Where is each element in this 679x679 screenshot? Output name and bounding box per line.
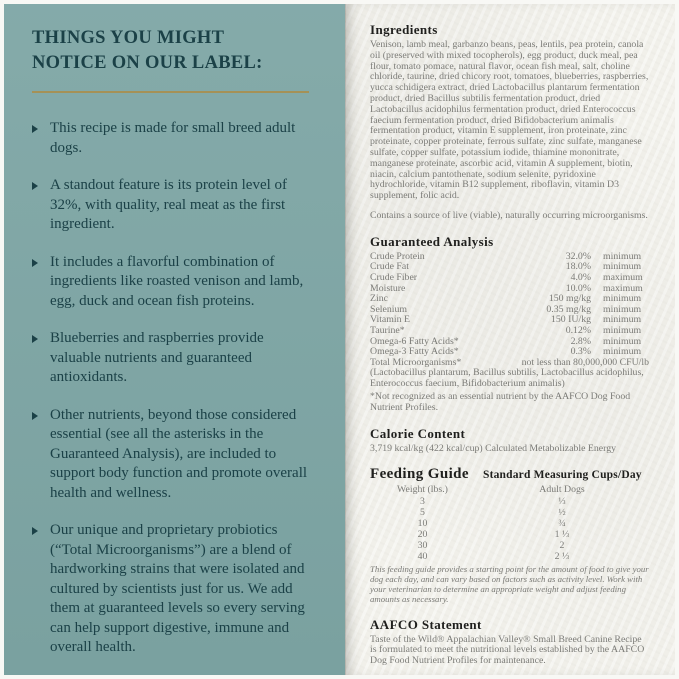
nutrient-value: 32.0% [565, 250, 591, 262]
nutrient-qualifier: minimum [603, 250, 642, 262]
nutrient-value: 0.3% [570, 346, 591, 358]
aafco-text: Taste of the Wild® Appalachian Valley® Small Breed Canine Recipe is formulated to meet the nutritional levels established by the AAFCO Dog Food Nutrient Profiles for maintenance. [370, 633, 645, 667]
nutrient-value: 0.12% [565, 324, 591, 336]
nutrient-label: Taurine* [370, 324, 405, 336]
asterisk-footnote: *Not recognized as an essential nutrient by the AAFCO Dog Food Nutrient Profiles. [370, 391, 631, 414]
list-item [32, 521, 309, 658]
page-title-line: THINGS YOU MIGHT [32, 28, 225, 48]
nutrient-label: Omega-6 Fatty Acids* [370, 335, 459, 347]
weight-value: 30 [417, 540, 428, 552]
label-callouts-panel [4, 4, 345, 675]
nutrient-label: Moisture [370, 282, 406, 294]
nutrient-qualifier: minimum [603, 314, 642, 326]
nutrient-qualifier: minimum [603, 293, 642, 305]
calorie-content-section [370, 426, 649, 455]
list-item [32, 119, 309, 158]
bullet-arrow-icon [32, 412, 38, 420]
table-row [370, 518, 649, 529]
weight-column-header: Weight (lbs.) [397, 484, 448, 496]
list-item [32, 406, 309, 504]
callout-text: Other nutrients, beyond those considered essential (see all the asterisks in the Guaranteed Analysis), are included to support body function and promote overall health and wellness. [50, 406, 308, 501]
feeding-guide-column-headers [370, 484, 649, 496]
bullet-arrow-icon [32, 125, 38, 133]
nutrient-value: 2.8% [570, 335, 591, 347]
calorie-content-text: 3,719 kcal/kg (422 kcal/cup) Calculated Metabolizable Energy [370, 442, 617, 454]
nutrient-value: 18.0% [565, 261, 591, 273]
table-row [370, 496, 649, 507]
bullet-arrow-icon [32, 182, 38, 190]
table-row [370, 507, 649, 518]
table-row [370, 326, 649, 337]
bullet-arrow-icon [32, 259, 38, 267]
nutrient-value: 0.35 mg/kg [546, 303, 591, 315]
cups-value: ½ [558, 507, 566, 519]
feeding-guide-header [370, 466, 649, 484]
nutrient-value: not less than 80,000,000 CFU/lb [521, 356, 649, 368]
nutrient-value: 4.0% [570, 271, 591, 283]
nutrient-label: Omega-3 Fatty Acids* [370, 346, 459, 358]
weight-value: 10 [417, 518, 428, 530]
callout-text: It includes a flavorful combination of ingredients like roasted venison and lamb, egg, duck and ocean fish proteins. [50, 253, 304, 309]
microorganisms-note: Contains a source of live (viable), naturally occurring microorganisms. [370, 209, 648, 221]
callout-text: Blueberries and raspberries provide valuable nutrients and guaranteed antioxidants. [50, 330, 264, 385]
nutrient-qualifier: maximum [603, 282, 643, 294]
weight-value: 20 [417, 529, 428, 541]
aafco-statement-section [370, 617, 649, 667]
nutrient-qualifier: maximum [603, 271, 643, 283]
feeding-guide-heading: Feeding Guide [370, 466, 469, 483]
page-title [32, 26, 309, 76]
table-row [370, 551, 649, 562]
list-item [32, 253, 309, 312]
ingredients-section [370, 22, 649, 222]
nutrient-label: Zinc [370, 293, 388, 305]
table-row [370, 273, 649, 284]
ingredients-text: Venison, lamb meal, garbanzo beans, peas, lentils, pea protein, canola oil (preserved with mixed tocopherols), egg product, duck meal, pea flour, tomato pomace, natural flavor, ocean fish meal, salt, choline chloride, taurine, dried chicory root, tomatoes, blueberries, raspberries, yucca schidigera extract, dried Lactobacillus plantarum fermentation product, dried Bacillus subtilis fermentation product, dried Lactobacillus acidophilus fermentation product, dried Enterococcus faecium fermentation product, dried Bifidobacterium animalis fermentation product, vitamin E supplement, iron proteinate, zinc proteinate, copper proteinate, ferrous sulfate, zinc sulfate, manganese sulfate, copper sulfate, potassium iodide, thiamine mononitrate, manganese proteinate, ascorbic acid, vitamin A supplement, biotin, niacin, calcium pantothenate, sodium selenite, pyridoxine hydrochloride, vitamin B12 supplement, riboflavin, vitamin D3 supplement, folic acid. [370, 39, 649, 202]
nutrient-label: Crude Fat [370, 261, 409, 273]
nutrient-label: Crude Protein [370, 250, 425, 262]
guaranteed-analysis-heading: Guaranteed Analysis [370, 233, 494, 249]
list-item [32, 176, 309, 235]
bullet-arrow-icon [32, 527, 38, 535]
gold-divider [32, 91, 309, 93]
nutrient-value: 150 IU/kg [550, 314, 591, 326]
bullet-arrow-icon [32, 335, 38, 343]
nutrient-label: Selenium [370, 303, 408, 315]
nutrient-qualifier: minimum [603, 335, 642, 347]
cups-value: ¾ [558, 518, 566, 530]
cups-value: 2 ⅓ [554, 551, 570, 563]
list-item [32, 329, 309, 388]
guaranteed-analysis-section [370, 234, 649, 414]
callout-text: Our unique and proprietary probiotics (“Total Microorganisms”) are a blend of hardworking strains that were isolated and cultured by scientists just for us. We add them at guaranteed levels so every serving can help support digestive, immune and overall health. [50, 522, 305, 655]
callout-text: This recipe is made for small breed adult dogs. [50, 120, 296, 156]
nutrient-label: Crude Fiber [370, 271, 418, 283]
cups-value: 1 ⅓ [554, 529, 570, 541]
cups-column-header: Adult Dogs [539, 484, 585, 496]
weight-value: 5 [420, 507, 425, 519]
weight-value: 40 [417, 551, 428, 563]
cups-value: 2 [559, 540, 565, 552]
feeding-guide-disclaimer: This feeding guide provides a starting point for the amount of food to give your dog each day, and can vary based on factors such as activity level. Work with your veterinarian to determine an appropriate weight and adjust feeding amounts as necessary. [370, 564, 649, 604]
nutrient-qualifier: minimum [603, 261, 642, 273]
table-row [370, 529, 649, 540]
table-row [370, 540, 649, 551]
nutrient-qualifier: minimum [603, 303, 642, 315]
page-title-line: NOTICE ON OUR LABEL: [32, 53, 263, 73]
feeding-guide-subheading: Standard Measuring Cups/Day [482, 469, 642, 482]
aafco-heading: AAFCO Statement [370, 616, 482, 632]
nutrient-value: 10.0% [565, 282, 591, 294]
callout-list [32, 119, 309, 658]
nutrient-qualifier: minimum [603, 324, 642, 336]
probiotic-strains-list: (Lactobacillus plantarum, Bacillus subtilis, Lactobacillus acidophilus, Enterococcus faecium, Bifidobacterium animalis) [370, 367, 644, 389]
nutrient-value: 150 mg/kg [548, 293, 591, 305]
nutrient-label: Vitamin E [370, 314, 410, 326]
ingredients-heading: Ingredients [370, 22, 438, 37]
feeding-guide-section [370, 466, 649, 604]
weight-value: 3 [420, 496, 425, 508]
nutrient-qualifier: minimum [603, 346, 642, 358]
callout-text: A standout feature is its protein level of 32%, with quality, real meat as the first ingredient. [50, 177, 288, 232]
calorie-content-heading: Calorie Content [370, 425, 466, 441]
cups-value: ⅓ [558, 496, 566, 508]
nutrition-facts-panel [345, 4, 675, 675]
nutrient-label: Total Microorganisms* [370, 356, 462, 368]
